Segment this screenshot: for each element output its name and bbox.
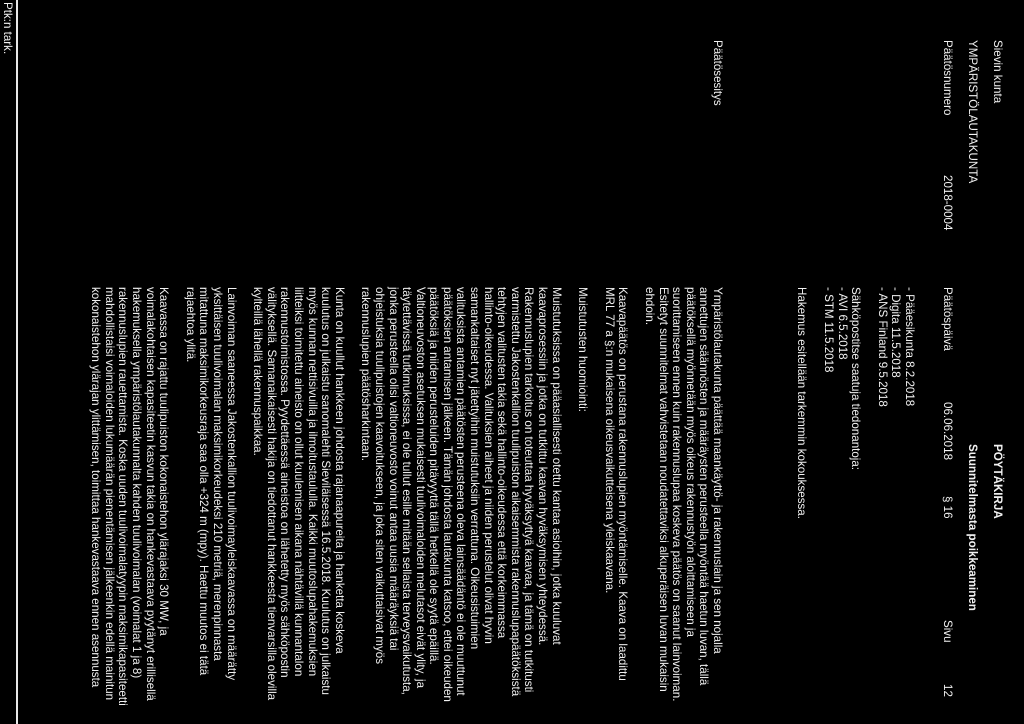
text-line: hallinto-oikeudessa. Valituksien aiheet ja niiden perustelut olivat hyvin xyxy=(481,287,495,644)
text-line: Lainvoiman saaneessa Jakostenkallion tuulivoimayleiskaavassa on määrätty xyxy=(224,287,238,681)
decision-date-label: Päätöspäivä xyxy=(941,287,954,351)
text-line: suorittamiseen ennen kuin rakennuslupaa koskeva päätös on saanut lainvoiman. xyxy=(670,287,684,702)
text-line: päätöksien antamisen jälkeen. Tämän johdosta lautakunta katsoo, ettei oikeuden xyxy=(440,287,454,702)
text-line: rakennuslupien rauettamista. Koska uuden tuulivoimalatyypin maksimikapasiteetti xyxy=(116,287,130,706)
text-line: Rakennuslupien tarkoitus on toteuttaa hyväksyttyä kaavaa, ja tämä on tutkitusti xyxy=(522,287,536,693)
text-line: kylteillä lähellä rakennuspaikkaa. xyxy=(251,287,265,456)
text-line: Kunta on kuullut hankkeen johdosta rajanaapureita ja hanketta koskeva xyxy=(332,287,346,654)
text-line: kokonaistehon ylärajan ylittämisen, toimittaa hankevastaava ennen asennusta xyxy=(89,287,103,688)
text-line: kaavaprosessiin ja jotka on tutkittu kaavan hyväksymisen yhteydessä. xyxy=(536,287,550,646)
text-line: mahdollistaisi voimaloiden lukumäärän pienentämisen jälkeenkin edellä mainitun xyxy=(102,287,116,701)
document-type: PÖYTÄKIRJA xyxy=(991,444,1004,519)
text-line: annettujen säännösten ja määräysten perusteella myöntää haetun luvan, tällä xyxy=(697,287,711,686)
text-line: yksittäisen tuulivoimalan maksimikorkeudeksi 210 metriä, merenpinnasta xyxy=(211,287,224,661)
text-line: kuulutus on julkaistu sanomalehti Sieviläisessä 16.5.2018. Kuulutus on julkaistu xyxy=(319,287,333,695)
text-line: Kaavassa on rajattu tuulipuiston kokonaistehon ylärajaksi 30 MW, ja xyxy=(157,287,171,636)
decision-date: 06.06.2018 xyxy=(941,402,954,461)
submission-item: - ANS Finland 9.5.2018 xyxy=(875,287,889,407)
text-line: valituksista antamien päätösten perusteena oleva lainsäädäntö ei ole muuttunut xyxy=(454,287,468,696)
page-number: 12 xyxy=(941,684,954,697)
notice-item: - STM 11.5.2018 xyxy=(822,287,836,373)
text-line: päätöksiä ja niiden perusteluiden pitävyyttä tällä hetkellä ole syytä epäillä. xyxy=(427,287,441,665)
proposal-paragraph xyxy=(251,287,346,707)
text-line: Kaavapäätös on perustana rakennuslupien myöntämiselle. Kaava on laadittu xyxy=(616,287,630,681)
submissions-list xyxy=(795,287,916,707)
proposal-label: Päätösesitys xyxy=(711,40,724,106)
section-number: § 16 xyxy=(941,496,954,519)
text-line: päätöksellä myönnetään myös oikeus rakennustyön aloittamiseen ja xyxy=(683,287,697,637)
board-name: YMPÄRISTÖLAUTAKUNTA xyxy=(966,40,979,184)
notices-heading: Sähköpostitse saatuja tiedonantoja: xyxy=(849,287,863,471)
text-line: myös kunnan nettisivuilla ja ilmoitustaululla. Kaikki muutoslupahakemuksien xyxy=(305,287,319,677)
text-line: ehdoin. xyxy=(643,287,657,326)
text-line: tehtyjen valitusten takia sekä hallinto-oikeudessa että korkeimmassa xyxy=(495,287,509,639)
municipality-name: Sievin kunta xyxy=(991,40,1004,104)
text-line: jonka perusteella olisi valtioneuvosto voinut antaa uusia määräyksiä tai xyxy=(386,287,400,651)
proposal-paragraph xyxy=(359,287,563,707)
submission-item: - Pääesikunta 8.2.2018 xyxy=(903,287,916,407)
text-line: MRL 77 a §:n mukaisena oikeusvaikutteisena yleiskaavana. xyxy=(602,287,616,594)
minutes-checker-label: Ptk:n tark. xyxy=(1,2,14,55)
decision-number-label: Päätösnumero xyxy=(941,40,954,116)
text-line: rakennuslupien päätösharkintaan. xyxy=(359,287,373,462)
page-label: Sivu xyxy=(941,620,954,643)
proposal-paragraph xyxy=(183,287,237,707)
proposal-paragraph xyxy=(602,287,629,707)
proposal-body xyxy=(76,287,724,707)
proposal-paragraph xyxy=(576,287,590,707)
text-line: rajaehtoa ylitä. xyxy=(183,287,197,363)
text-line: Valtioneuvoston asetuksen mukaisesti tuulivoimaloiden melutasot eivät ylity, ja xyxy=(413,287,427,689)
submission-item: - Digita 11.5.2018 xyxy=(889,287,903,378)
proposal-paragraph xyxy=(642,287,724,707)
text-line: Muistutuksissa on pääasiallisesti otettu kantaa asioihin, jotka kuuluvat xyxy=(549,287,563,645)
text-line: Esitetyt suunnitelmat vahvistetaan noudatettaviksi alkuperäisen luvan mukaisin xyxy=(656,287,670,692)
text-line: Muistutusten huomiointi: xyxy=(576,287,590,413)
presentation-note: Hakemus esitellään tarkemmin kokouksessa. xyxy=(795,287,809,519)
notice-item: - AVI 6.5.2018 xyxy=(835,287,849,360)
text-line: täytettävissä tutkimuksissa, ei ole tullut esille mitään sellaista terveysvaikutusta, xyxy=(400,287,414,695)
text-line: ohjeistuksia tuulipuistojen kaavoitukseen, ja joka siten vaikuttaisivat myös xyxy=(372,287,386,664)
text-line: varmistettu Jakostenkallion tuulipuiston aikaisemmista rakennuslupapäätöksistä xyxy=(508,287,522,697)
decision-number: 2018-0004 xyxy=(941,175,954,231)
text-line: hakemuksella ympäristölautakunnalta kahden tuulivoimalan (voimalat 1 ja 8) xyxy=(130,287,144,679)
document-subject: Suunnitelmasta poikkeaminen xyxy=(966,444,979,611)
text-line: mitattuna maksimikorkeusraja saa olla +324 m (mpy). Haettu muutos ei tätä xyxy=(197,287,211,676)
text-line: voimalakohtaisen kapasiteetin kasvun takia on hankevastaava pyytänyt erillisellä xyxy=(143,287,157,701)
text-line: Ympäristölautakunta päättää maankäyttö- ja rakennuslain ja sen nojalla xyxy=(711,287,724,654)
text-line: välityksellä. Samanaikaisesti hakija on tiedottanut hankkeesta tienvarsilla olevilla xyxy=(264,287,278,701)
text-line: samankaltaiset nyt jätettyihin muistutuksiin verrattuna. Oikeusistuimien xyxy=(468,287,482,650)
text-line: rakennustoimistossa. Pyydettäessä aineistoa on lähetetty myös sähköpostin xyxy=(278,287,292,678)
proposal-paragraph xyxy=(89,287,171,707)
footer-rule xyxy=(16,0,18,724)
text-line: liitteiksi toimitettu aineisto on ollut kuulemisen aikana nähtävillä kunnantalon xyxy=(291,287,305,677)
